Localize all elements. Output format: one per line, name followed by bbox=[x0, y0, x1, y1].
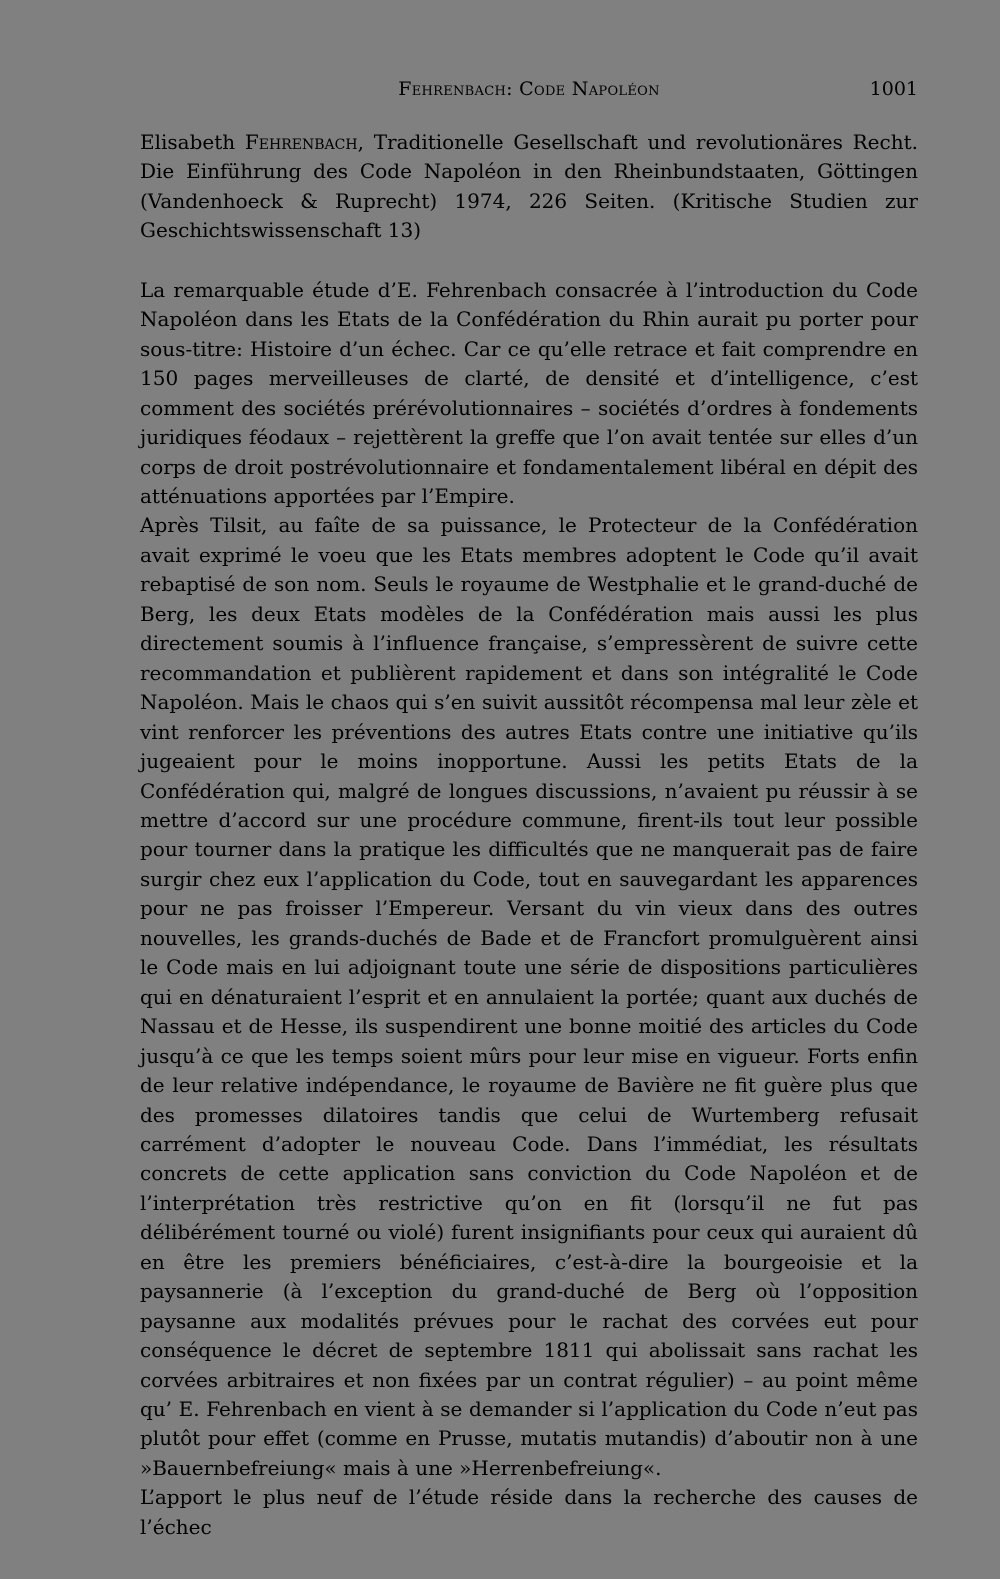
main-text bbox=[140, 128, 918, 1542]
page-number: 1001 bbox=[869, 78, 918, 100]
paragraph-1: La remarquable étude d’E. Fehrenbach consacrée à l’introduction du Code Napoléon dans les Etats de la Confédération du Rhin aurait pu porter pour sous-titre: Histoire d’un échec. Car ce qu’elle retrace et fait comprendre en 150 pages merveilleuses de clarté, de densité et d’intelligence, c’est comment des sociétés prérévolutionnaires – sociétés d’ordres à fondements juridiques féodaux – rejettèrent la greffe que l’on avait tentée sur elles d’un corps de droit postrévolutionnaire et fondamentalement libéral en dépit des atténuations apportées par l’Empire. bbox=[140, 277, 918, 508]
paragraph-2: Après Tilsit, au faîte de sa puissance, le Protecteur de la Confédération avait exprimé le voeu que les Etats membres adoptent le Code qu’il avait rebaptisé de son nom. Seuls le royaume de Westphalie et le grand-duché de Berg, les deux Etats modèles de la Confédération mais aussi les plus directement soumis à l’influence française, s’empressèrent de suivre cette recommandation et publièrent rapidement et dans son intégralité le Code Napoléon. Mais le chaos qui s’en suivit aussitôt récompensa mal leur zèle et vint renforcer les préventions des autres Etats contre une initiative qu’ils jugeaient pour le moins inopportune. Aussi les petits Etats de la Confédération qui, malgré de longues discussions, n’avaient pu réussir à se mettre d’accord sur une procédure commune, firent-ils tout leur possible pour tourner dans la pratique les difficultés que ne manquerait pas de faire surgir chez eux l’application du Code, tout en sauvegardant les apparences pour ne pas froisser l’Empereur. Versant du vin vieux dans des outres nouvelles, les grands-duchés de Bade et de Francfort promulguèrent ainsi le Code mais en lui adjoignant toute une série de dispositions particulières qui en dénaturaient l’esprit et en annulaient la portée; quant aux duchés de Nassau et de Hesse, ils suspendirent une bonne moitié des articles du Code jusqu’à ce que les temps soient mûrs pour leur mise en vigueur. Forts enfin de leur relative indépendance, le royaume de Bavière ne fit guère plus que des promesses dilatoires tandis que celui de Wurtemberg refusait carrément d’adopter le nouveau Code. Dans l’immédiat, les résultats concrets de cette application sans conviction du Code Napoléon et de l’interprétation très restrictive qu’on en fit (lorsqu’il ne fut pas délibérément tourné ou violé) furent insignifiants pour ceux qui auraient dû en être les premiers bénéficiaires, c’est-à-dire la bourgeoisie et la paysannerie (à l’exception du grand-duché de Berg où l’opposition paysanne aux modalités prévues pour le rachat des corvées eut pour conséquence le décret de septembre 1811 qui abolissait sans rachat les corvées arbitraires et non fixées par un contrat régulier) – au point même qu’ E. Fehrenbach en vient à se demander si l’application du Code n’eut pas plutôt pour effet (comme en Prusse, mutatis mutandis) d’aboutir non à une »Bauernbefreiung« mais à une »Herrenbefreiung«. bbox=[140, 513, 918, 1480]
author-first-name: Elisabeth bbox=[140, 130, 245, 154]
author-last-name: Fehrenbach bbox=[244, 130, 358, 154]
paragraph-3: L’apport le plus neuf de l’étude réside dans la recherche des causes de l’échec bbox=[140, 1485, 918, 1539]
book-citation bbox=[140, 128, 918, 246]
page-header bbox=[140, 74, 918, 104]
citation-text: , Traditionelle Gesellschaft und revolutionäres Recht. Die Einführung des Code Napoléon in den Rheinbundstaaten, Göttingen (Vandenhoeck & Ruprecht) 1974, 226 Seiten. (Kritische Studien zur Geschichtswissenschaft 13) bbox=[140, 130, 918, 243]
running-title: Fehrenbach: Code Napoléon bbox=[398, 78, 660, 100]
